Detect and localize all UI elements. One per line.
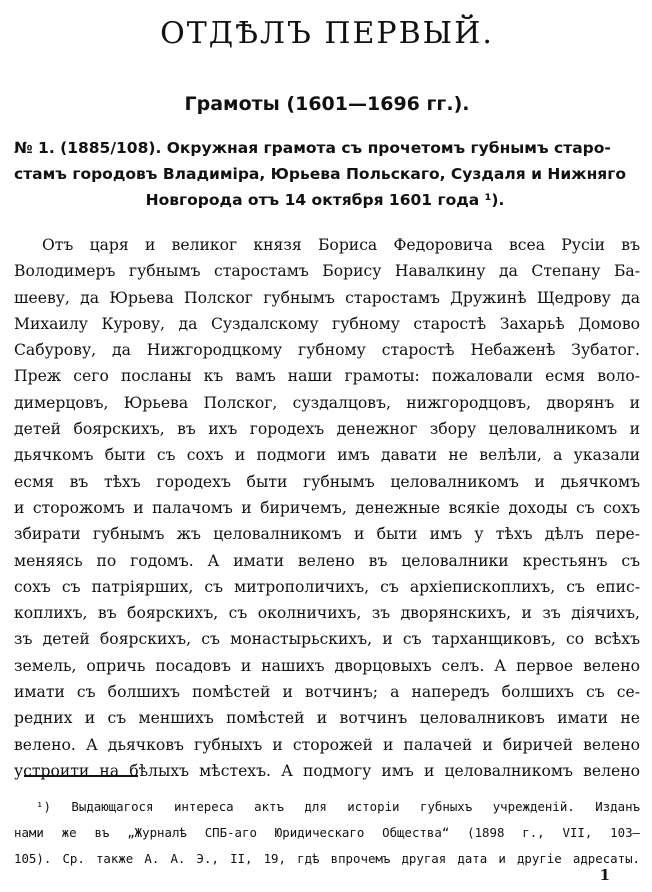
body-line: имати съ болшихъ помѣстей и вотчинъ; а напередъ болшихъ съ се-	[14, 683, 640, 702]
footnote	[14, 794, 640, 872]
body-line: земель, опричь посадовъ и нашихъ дворцовыхъ селъ. А первое велено	[14, 656, 640, 675]
body-line: Сабурову, да Нижгородцкому губному старостѣ Небаженѣ Зубатог.	[14, 341, 640, 360]
body-line: Володимеръ губнымъ старостамъ Борису Навалкину да Степану Ба-	[14, 262, 640, 281]
footnote-line: 105). Ср. также А. А. Э., II, 19, гдѣ впрочемъ другая дата и другіе адресаты.	[14, 851, 640, 866]
body-line: дьячкомъ быти съ сохъ и подмоги имъ давати не велѣли, а указали	[14, 446, 640, 465]
body-line: коплихъ, въ боярскихъ, съ околничихъ, зъ дворянскихъ, и зъ діячихъ,	[14, 604, 640, 623]
body-line: устроити на бѣлыхъ мѣстехъ. А подмогу имъ и целовалникомъ велено	[14, 761, 640, 780]
body-line: детей боярскихъ, въ ихъ городехъ денежног збору целовалникомъ и	[14, 420, 640, 439]
body-line: шееву, да Юрьева Полског губнымъ старостамъ Дружинѣ Щедрову да	[14, 288, 640, 307]
body-line: сохъ съ патріярших, съ митрополичихъ, съ архіепископлихъ, съ епис-	[14, 577, 640, 596]
section-title: ОТДѢЛЪ ПЕРВЫЙ.	[160, 16, 494, 51]
page-number: 1	[599, 866, 610, 884]
body-line: редних и съ меншихъ помѣстей и вотчинъ целовалниковъ имати не	[14, 709, 640, 728]
body-line: Преж сего посланы къ вамъ наши грамоты: пожаловали есмя воло-	[14, 367, 640, 386]
document-heading-line: Новгорода отъ 14 октября 1601 года ¹).	[145, 191, 505, 209]
body-line: меняясь по годомъ. А имати велено въ целовалники крестьянъ съ	[14, 551, 640, 570]
body-line: димерцовъ, Юрьева Полског, суздалцовъ, нижгородцовъ, дворянъ и	[14, 393, 640, 412]
footnote-line: нами же въ „Журналѣ СПБ-аго Юридическаго Общества“ (1898 г., VII, 103—	[14, 825, 640, 840]
footnote-divider	[24, 775, 138, 777]
body-line: зъ детей боярскихъ, съ монастырьскихъ, и съ тарханщиковъ, со всѣхъ	[14, 630, 640, 649]
document-heading-line: № 1. (1885/108). Окружная грамота съ прочетомъ губнымъ старо-	[14, 139, 611, 157]
body-line: збирати губнымъ жъ целовалникомъ и быти имъ у тѣхъ дѣлъ пере-	[14, 525, 640, 544]
document-page	[14, 0, 640, 892]
footnote-line: ¹) Выдающагося интереса актъ для исторіи губныхъ учрежденій. Изданъ	[36, 799, 640, 814]
document-heading-line: стамъ городовъ Владиміра, Юрьева Польскаго, Суздаля и Нижняго	[14, 165, 627, 183]
body-line: Михаилу Курову, да Суздалскому губному старостѣ Захарьѣ Домово	[14, 314, 640, 333]
body-line: есмя въ тѣхъ городехъ быти губнымъ целовалникомъ и дьячкомъ	[14, 472, 640, 491]
body-line: велено. А дьячковъ губныхъ и сторожей и палачей и биричей велено	[14, 735, 640, 754]
document-heading	[14, 135, 636, 213]
body-line: Отъ царя и великог князя Бориса Федоровича всеа Русіи въ	[42, 236, 640, 254]
document-body	[14, 232, 640, 784]
body-line: и сторожомъ и палачомъ и биричемъ, денежные всякіе доходы съ сохъ	[14, 498, 640, 517]
subtitle: Грамоты (1601—1696 гг.).	[184, 93, 470, 115]
